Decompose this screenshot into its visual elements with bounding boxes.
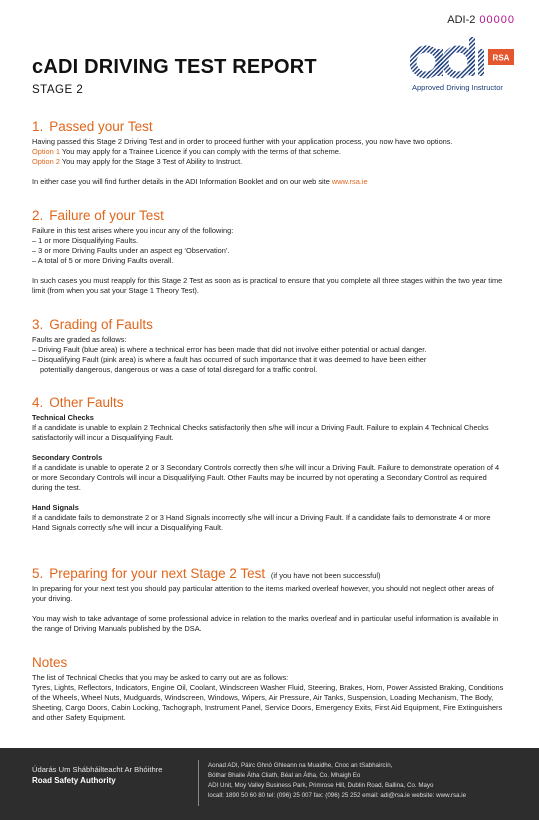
list-item-continued: potentially dangerous, dangerous or was a case of total disregard for a traffic control. <box>40 365 318 374</box>
technical-checks-title: Technical Checks <box>32 413 94 422</box>
section-notes <box>32 655 507 723</box>
secondary-controls-text: If a candidate is unable to operate 2 or 3 Secondary Controls correctly then s/he will incur a Driving Fault. Failure to demonstrate operation of 4 or more Secondary Controls will incur a Disqualifying Fault. Other Faults may be incurred by not operating a Secondary Control as required during the test. <box>32 463 500 492</box>
grading-intro: Faults are graded as follows: <box>32 335 127 344</box>
list-item: – 3 or more Driving Faults under an aspect eg ‘Observation’. <box>32 246 230 255</box>
section-failure <box>32 208 507 296</box>
section-other-faults <box>32 395 507 533</box>
section-heading: 3. Grading of Faults <box>32 317 153 332</box>
list-item: – Disqualifying Fault (pink area) is where a fault has occurred of such importance that it was deemed to have been either <box>32 355 427 364</box>
hand-signals-text: If a candidate fails to demonstrate 2 or 3 Hand Signals incorrectly s/he will incur a Driving Fault. If a candidate fails to demonstrate 4 or more Hand Signals correctly s/he will incur a Disqualifying Fault. <box>32 513 491 532</box>
heading-note: (if you have not been successful) <box>270 571 381 580</box>
list-item: – Driving Fault (blue area) is where a technical error has been made that did not involve either potential or actual danger. <box>32 345 427 354</box>
page-subtitle: STAGE 2 <box>32 84 84 96</box>
adi-logo <box>410 35 520 97</box>
authority-name-english: Road Safety Authority <box>32 776 116 785</box>
option-2: Option 2 You may apply for the Stage 3 Test of Ability to Instruct. <box>32 157 243 166</box>
address-line: ADI Unit, Moy Valley Business Park, Primrose Hill, Dublin Road, Ballina, Co. Mayo <box>208 782 434 789</box>
section-grading <box>32 317 507 375</box>
option-2-label: Option 2 <box>32 157 60 166</box>
preparing-para-2: You may wish to take advantage of some professional advice in relation to the marks overleaf and in particular useful information is available in the range of Driving Manuals published by the DSA. <box>32 614 499 633</box>
secondary-controls-title: Secondary Controls <box>32 453 103 462</box>
section-passed <box>32 119 507 187</box>
footer <box>0 748 539 820</box>
failure-intro: Failure in this test arises where you incur any of the following: <box>32 226 234 235</box>
authority-name-irish: Údarás Um Shábháilteacht Ar Bhóithre <box>32 765 163 774</box>
form-reference <box>447 14 515 26</box>
failure-reapply: In such cases you must reapply for this Stage 2 Test as soon as is practical to ensure that you complete all three stages within the two year time limit (from when you sat your Stage 1 Theory Test). <box>32 276 503 295</box>
section-heading: 1. Passed your Test <box>32 119 153 134</box>
address-line: Bóthar Bhaile Átha Cliath, Béal an Átha, Co. Mhaigh Eo <box>208 772 361 779</box>
list-item: – A total of 5 or more Driving Faults overall. <box>32 256 174 265</box>
preparing-para-1: In preparing for your next test you should pay particular attention to the items marked overleaf however, you should not neglect other areas of your driving. <box>32 584 494 603</box>
passed-more-info: In either case you will find further details in the ADI Information Booklet and on our web site www.rsa.ie <box>32 177 368 186</box>
option-1-label: Option 1 <box>32 147 60 156</box>
list-item: – 1 or more Disqualifying Faults. <box>32 236 138 245</box>
notes-list: Tyres, Lights, Reflectors, Indicators, Engine Oil, Coolant, Windscreen Washer Fluid, Steering, Brakes, Horn, Power Assisted Braking, Conditions of the Wheels, Wheel Nuts, Mudguards, Windscreen, Windows, Wipers, Air Pressure, Air Tanks, Suspension, Loading Mechanism, The Body, Sheeting, Cargo Doors, Cabin Locking, Tachograph, Instrument Panel, Service Doors, Emergency Exits, First Aid Equipment, Fire Extinguishers and other Safety Equipment. <box>32 683 504 722</box>
hand-signals-title: Hand Signals <box>32 503 79 512</box>
section-preparing <box>32 566 507 634</box>
page-title: cADI DRIVING TEST REPORT <box>32 56 317 78</box>
adi-logo-icon <box>410 35 520 81</box>
passed-intro: Having passed this Stage 2 Driving Test and in order to proceed further with your application process, you now have two options. <box>32 137 453 146</box>
option-1: Option 1 You may apply for a Trainee Licence if you can comply with the terms of that scheme. <box>32 147 341 156</box>
logo-tagline: Approved Driving Instructor <box>412 83 503 92</box>
contact-line: locall: 1890 50 60 80 tel: (096) 25 007 fax: (096) 25 252 email: adi@rsa.ie website: www.rsa.ie <box>208 792 467 799</box>
section-heading: 5. Preparing for your next Stage 2 Test (if you have not been successful) <box>32 566 381 581</box>
form-number: 00000 <box>479 14 515 26</box>
section-heading: 2. Failure of your Test <box>32 208 164 223</box>
footer-address <box>208 761 466 801</box>
technical-checks-text: If a candidate is unable to explain 2 Technical Checks satisfactorily then s/he will incur a Driving Fault. Failure to explain 4 Technical Checks satisfactorily will incur a Disqualifying Fault. <box>32 423 489 442</box>
section-heading: 4. Other Faults <box>32 395 124 410</box>
website-link[interactable]: www.rsa.ie <box>331 177 368 186</box>
address-line: Aonad ADI, Páirc Ghnó Ghleann na Muaidhe, Cnoc an tSabhaircín, <box>208 762 393 769</box>
notes-intro: The list of Technical Checks that you may be asked to carry out are as follows: <box>32 673 289 682</box>
section-heading: Notes <box>32 655 68 670</box>
rsa-mark: RSA <box>492 53 510 63</box>
footer-divider <box>198 760 199 806</box>
form-code: ADI-2 <box>447 14 476 26</box>
